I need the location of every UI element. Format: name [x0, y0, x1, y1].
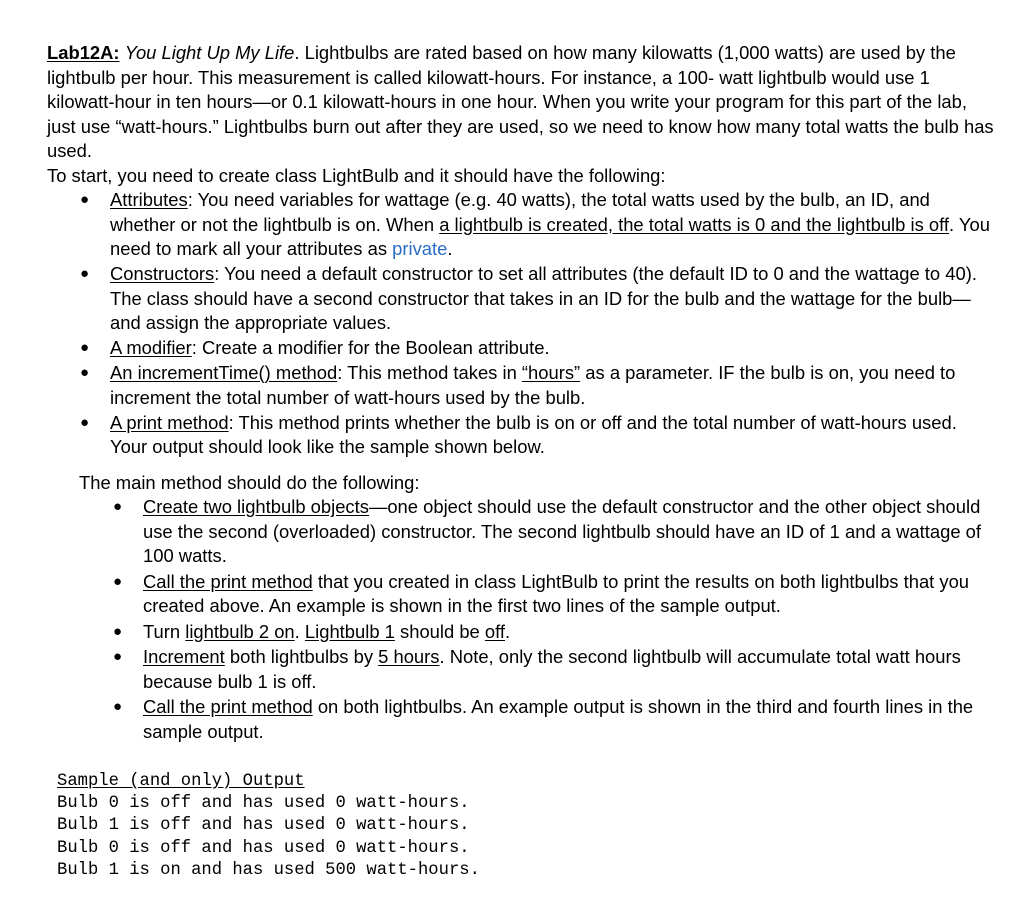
item-text: should be — [394, 620, 485, 642]
item-text: : This method prints whether the bulb is on or off and the total number of watt-hours used. Your output should look like the sample shown below. — [110, 411, 957, 457]
list-item-turn-on — [113, 620, 997, 645]
sample-output — [57, 771, 480, 882]
item-text: on both lightbulbs. An example output is shown in the third and fourth lines in the sample output. — [143, 696, 974, 742]
item-label: Attributes — [110, 189, 188, 210]
item-text: : Create a modifier for the Boolean attribute. — [191, 337, 550, 358]
item-text: . You need to mark all your attributes as — [110, 213, 990, 259]
item-label: Call the print method — [143, 696, 313, 717]
item-label: Increment — [143, 646, 225, 667]
bullet-icon: ● — [113, 572, 123, 590]
lab-title: Lab12A: — [47, 42, 120, 63]
bullet-icon: ● — [113, 648, 123, 665]
item-text: : You need a default constructor to set all attributes (the default ID to 0 and the wattage to 40). The class should have a second constructor that takes in an ID for the bulb and the wattage for the bulb—and assign the appropriate values. — [110, 263, 977, 333]
start-line: To start, you need to create class LightBulb and it should have the following: — [47, 164, 666, 186]
bullet-icon: ● — [113, 698, 123, 715]
item-label: Constructors — [110, 263, 215, 284]
lab-subtitle: You Light Up My Life — [124, 42, 295, 63]
sample-output-line: Bulb 0 is off and has used 0 watt-hours. — [57, 794, 470, 814]
bullet-icon: ● — [80, 364, 90, 381]
item-text: Turn — [143, 620, 186, 642]
list-item-create-objects — [113, 495, 997, 569]
list-item-increment-time — [80, 361, 997, 410]
list-item-increment — [113, 645, 997, 694]
bullet-icon: ● — [80, 413, 90, 431]
item-label: Create two lightbulb objects — [143, 496, 369, 517]
class-requirements-list — [80, 188, 997, 460]
item-text: —one object should use the default constructor and the other object should use the second (overloaded) constructor. The second lightbulb should have an ID of 1 and a wattage of 100 watts. — [143, 496, 982, 566]
item-text: . Note, only the second lightbulb will accumulate total watt hours because bulb 1 is off. — [143, 646, 961, 692]
sample-output-line: Bulb 1 is off and has used 0 watt-hours. — [57, 816, 470, 836]
intro-paragraph — [47, 41, 997, 164]
list-item-call-print-2 — [113, 695, 997, 744]
sample-output-title: Sample (and only) Output — [57, 772, 305, 791]
item-label: A print method — [110, 411, 229, 433]
bullet-icon: ● — [113, 498, 123, 515]
item-text: : This method takes in — [337, 362, 522, 383]
item-underlined-text: Lightbulb 1 — [304, 620, 395, 642]
item-label: A modifier — [110, 337, 192, 358]
list-item-constructors — [80, 262, 997, 336]
bullet-icon: ● — [80, 339, 90, 356]
intro-body: . Lightbulbs are rated based on how many kilowatts (1,000 watts) are used by the lightbulb per hour. This measurement is called kilowatt-hours. For instance, a 100- watt lightbulb would use 1 kilowatt-hour in ten hours—or 0.1 kilowatt-hours in one hour. When you write your program for this part of the lab, just use “watt-hours.” Lightbulbs burn out after they are used, so we need to know how many total watts the bulb has used. — [47, 42, 994, 161]
hours-parameter: “hours” — [521, 362, 581, 383]
item-text: both lightbulbs by — [224, 646, 379, 667]
item-text: : You need variables for wattage (e.g. 40 watts), the total watts used by the bulb, an ID, and whether or not the lightbulb is on. When — [110, 189, 930, 235]
item-underlined-text: lightbulb 2 on — [185, 620, 295, 642]
private-keyword: private — [392, 238, 448, 259]
item-text: that you created in class LightBulb to print the results on both lightbulbs that you created above. An example is shown in the first two lines of the sample output. — [143, 570, 970, 616]
item-underlined-text: off — [484, 620, 506, 642]
bullet-icon: ● — [80, 265, 90, 282]
item-underlined-text: 5 hours — [378, 646, 440, 667]
sample-output-line: Bulb 0 is off and has used 0 watt-hours. — [57, 838, 470, 858]
item-text: . — [294, 620, 305, 642]
bullet-icon: ● — [80, 191, 90, 208]
main-method-list — [113, 495, 997, 744]
lab-document — [47, 41, 997, 745]
item-text: . — [505, 620, 511, 642]
item-text: . — [447, 238, 453, 259]
item-underlined-text: a lightbulb is created, the total watts is 0 and the lightbulb is off — [439, 213, 949, 235]
item-label: An incrementTime() method — [110, 362, 338, 383]
list-item-modifier — [80, 336, 997, 361]
list-item-print-method — [80, 411, 997, 460]
main-method-intro: The main method should do the following: — [79, 471, 420, 493]
bullet-icon: ● — [113, 622, 123, 640]
sample-output-line: Bulb 1 is on and has used 500 watt-hours. — [57, 860, 480, 880]
item-text: as a parameter. IF the bulb is on, you need to increment the total number of watt-hours used by the bulb. — [110, 362, 956, 408]
list-item-attributes — [80, 188, 997, 262]
item-label: Call the print method — [143, 570, 313, 592]
list-item-call-print-1 — [113, 570, 997, 619]
